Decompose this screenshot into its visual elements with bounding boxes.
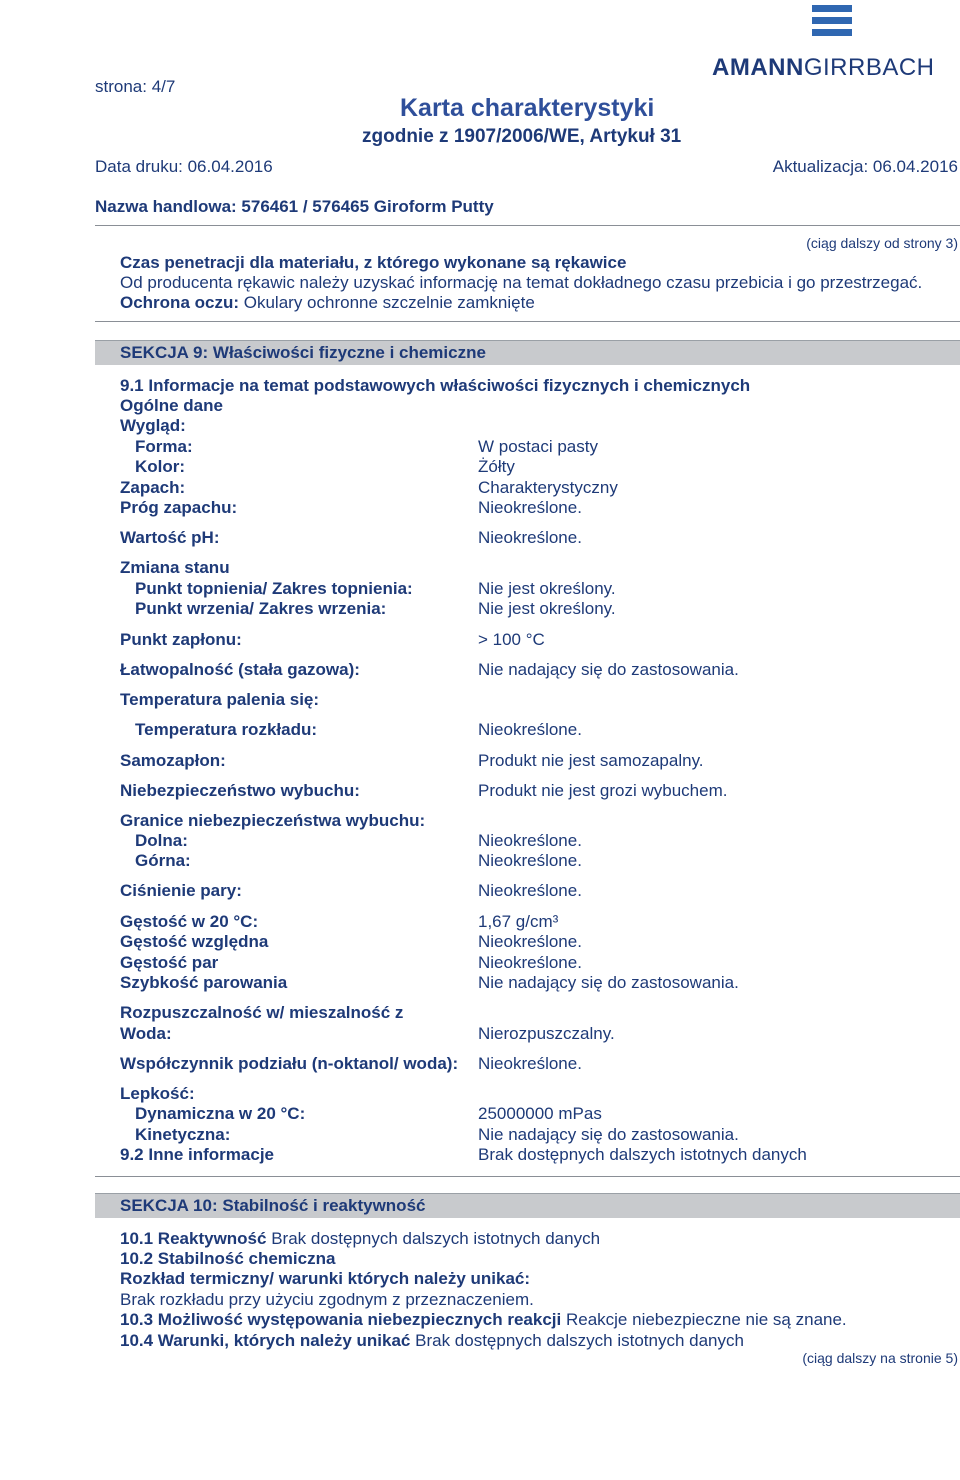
property-value: Nieokreślone. xyxy=(478,498,582,517)
property-value: > 100 °C xyxy=(478,630,545,649)
property-value: Nieokreślone. xyxy=(478,831,582,850)
update-date: Aktualizacja: 06.04.2016 xyxy=(772,157,958,176)
header-divider xyxy=(95,225,960,226)
print-date: Data druku: 06.04.2016 xyxy=(95,157,273,176)
section-divider xyxy=(95,1176,960,1177)
reactivity: 10.1 Reaktywność Brak dostępnych dalszych istotnych danych xyxy=(120,1229,601,1248)
property-value: Nieokreślone. xyxy=(478,953,582,972)
property-label: Forma: xyxy=(135,437,193,456)
property-label: Wartość pH: xyxy=(120,528,220,547)
property-label: Rozpuszczalność w/ mieszalność z xyxy=(120,1003,404,1022)
property-label: Łatwopalność (stała gazowa): xyxy=(120,660,360,679)
property-value: 25000000 mPas xyxy=(478,1104,602,1123)
property-label: Współczynnik podziału (n-oktanol/ woda): xyxy=(120,1054,459,1073)
property-label: Punkt wrzenia/ Zakres wrzenia: xyxy=(135,599,387,618)
company-logo xyxy=(812,5,852,45)
section9-1-heading: 9.1 Informacje na temat podstawowych właściwości fizycznych i chemicznych xyxy=(120,376,751,395)
property-value: Produkt nie jest grozi wybuchem. xyxy=(478,781,728,800)
property-value: Żółty xyxy=(478,457,515,476)
continued-to: (ciąg dalszy na stronie 5) xyxy=(802,1350,958,1366)
thermal-decomposition-label: Rozkład termiczny/ warunki których należy unikać: xyxy=(120,1269,531,1288)
property-value: Nie jest określony. xyxy=(478,579,616,598)
property-value: Nierozpuszczalny. xyxy=(478,1024,615,1043)
property-value: Nieokreślone. xyxy=(478,932,582,951)
section10-heading: SEKCJA 10: Stabilność i reaktywność xyxy=(95,1193,960,1218)
section9-heading: SEKCJA 9: Właściwości fizyczne i chemiczne xyxy=(95,340,960,365)
property-value: Nie nadający się do zastosowania. xyxy=(478,1125,739,1144)
property-label: Punkt topnienia/ Zakres topnienia: xyxy=(135,579,413,598)
penetration-text: Od producenta rękawic należy uzyskać informację na temat dokładnego czasu przebicia i go przestrzegać. xyxy=(120,273,923,292)
property-label: Gęstość względna xyxy=(120,932,269,951)
property-value: Nie jest określony. xyxy=(478,599,616,618)
thermal-decomposition-value: Brak rozkładu przy użyciu zgodnym z przeznaczeniem. xyxy=(120,1290,534,1309)
property-label: Gęstość par xyxy=(120,953,219,972)
property-label: Górna: xyxy=(135,851,191,870)
property-label: Temperatura palenia się: xyxy=(120,690,320,709)
property-label: Niebezpieczeństwo wybuchu: xyxy=(120,781,360,800)
property-value: Nieokreślone. xyxy=(478,720,582,739)
property-label: Punkt zapłonu: xyxy=(120,630,242,649)
eye-protection: Ochrona oczu: Okulary ochronne szczelnie zamknięte xyxy=(120,293,535,312)
property-value: Produkt nie jest samozapalny. xyxy=(478,751,704,770)
property-label: Próg zapachu: xyxy=(120,498,238,517)
section-divider xyxy=(95,321,960,322)
property-value: Nieokreślone. xyxy=(478,528,582,547)
continued-from: (ciąg dalszy od strony 3) xyxy=(806,235,958,251)
hazardous-reactions: 10.3 Możliwość występowania niebezpiecznych reakcji Reakcje niebezpieczne nie są znane. xyxy=(120,1310,847,1329)
property-label: 9.2 Inne informacje xyxy=(120,1145,274,1164)
general-data-label: Ogólne dane xyxy=(120,396,223,415)
property-label: Granice niebezpieczeństwa wybuchu: xyxy=(120,811,426,830)
trade-name: Nazwa handlowa: 576461 / 576465 Giroform Putty xyxy=(95,197,494,216)
property-label: Samozapłon: xyxy=(120,751,226,770)
chemical-stability: 10.2 Stabilność chemiczna xyxy=(120,1249,336,1268)
appearance-label: Wygląd: xyxy=(120,416,186,435)
property-label: Lepkość: xyxy=(120,1084,195,1103)
property-value: Nieokreślone. xyxy=(478,881,582,900)
property-label: Ciśnienie pary: xyxy=(120,881,242,900)
property-value: W postaci pasty xyxy=(478,437,598,456)
property-label: Woda: xyxy=(120,1024,172,1043)
conditions-to-avoid: 10.4 Warunki, których należy unikać Brak dostępnych dalszych istotnych danych xyxy=(120,1331,744,1350)
property-value: Nie nadający się do zastosowania. xyxy=(478,973,739,992)
penetration-heading: Czas penetracji dla materiału, z którego wykonane są rękawice xyxy=(120,253,627,272)
property-value: Brak dostępnych dalszych istotnych danych xyxy=(478,1145,807,1164)
property-value: 1,67 g/cm³ xyxy=(478,912,559,931)
property-label: Temperatura rozkładu: xyxy=(135,720,318,739)
property-value: Nieokreślone. xyxy=(478,1054,582,1073)
property-label: Dynamiczna w 20 °C: xyxy=(135,1104,306,1123)
property-label: Kinetyczna: xyxy=(135,1125,231,1144)
property-label: Gęstość w 20 °C: xyxy=(120,912,259,931)
property-value: Charakterystyczny xyxy=(478,478,618,497)
property-label: Zapach: xyxy=(120,478,186,497)
document-title: Karta charakterystyki xyxy=(400,94,655,122)
page-number: strona: 4/7 xyxy=(95,77,176,96)
property-label: Zmiana stanu xyxy=(120,558,230,577)
property-label: Dolna: xyxy=(135,831,188,850)
property-value: Nieokreślone. xyxy=(478,851,582,870)
document-subtitle: zgodnie z 1907/2006/WE, Artykuł 31 xyxy=(362,126,682,147)
property-label: Kolor: xyxy=(135,457,186,476)
brand-name: AMANNGIRRBACH xyxy=(712,54,935,81)
property-value: Nie nadający się do zastosowania. xyxy=(478,660,739,679)
property-label: Szybkość parowania xyxy=(120,973,288,992)
